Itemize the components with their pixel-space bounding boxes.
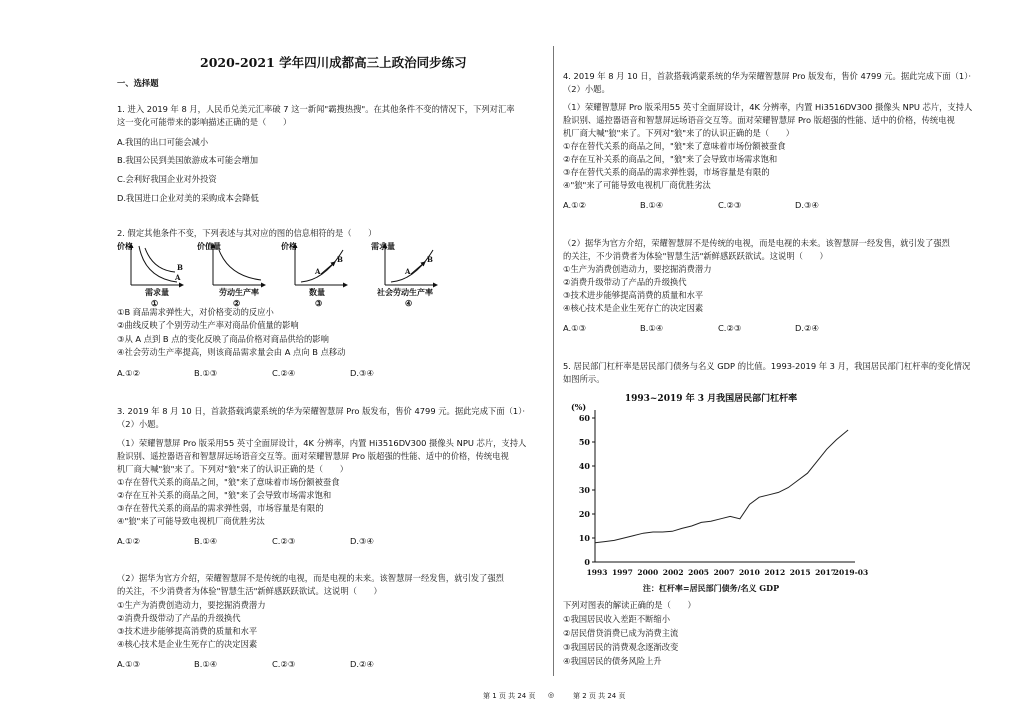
- graph3-ylabel: 价格: [281, 241, 297, 251]
- q4-part1: 机厂商大喊"狼"来了。下列对"狼"来了的认识正确的是（ ）: [563, 128, 794, 138]
- x-tick-label: 2005: [688, 568, 710, 577]
- q4-part2: 的关注，不少消费者为体验"智慧生活"新鲜感跃跃欲试。这说明（ ）: [563, 251, 828, 261]
- q2-statement-4: ④社会劳动生产率提高，则该商品需求量会由 A 点向 B 点移动: [117, 347, 346, 357]
- q4-part1: （1）荣耀智慧屏 Pro 版采用55 英寸全面屏设计，4K 分辨率，内置 Hi3516DV300 摄像头 NPU 芯片，支持人: [563, 102, 973, 112]
- q2-option-c: C.②④: [272, 368, 296, 378]
- q3-option-c: C.②③: [272, 659, 296, 669]
- q4-statement-3: ③存在替代关系的商品的需求弹性弱，市场容量是有限的: [563, 167, 770, 177]
- x-tick-label: 2012: [764, 568, 786, 577]
- graph1-label-a: A: [175, 273, 181, 282]
- x-tick-label: 2002: [662, 568, 684, 577]
- y-tick-label: 10: [578, 533, 590, 543]
- q4-statement-2: ②消费升级带动了产品的升级换代: [563, 277, 687, 287]
- q4-statement-3: ③技术进步能够提高消费的质量和水平: [563, 290, 704, 300]
- graph3-xlabel: 数量: [309, 287, 325, 297]
- q5-statement-3: ③我国居民的消费观念逐渐改变: [563, 642, 679, 652]
- q1-option-c: C.会利好我国企业对外投资: [117, 174, 217, 184]
- q3-option-d: D.②④: [350, 659, 374, 669]
- graph4-ylabel: 需求量: [371, 241, 395, 251]
- q3-statement-3: ③存在替代关系的商品的需求弹性弱，市场容量是有限的: [117, 503, 324, 513]
- graph3-label-b: B: [337, 255, 343, 264]
- q5-stem: 如图所示。: [563, 374, 605, 384]
- y-tick-label: 40: [578, 461, 590, 471]
- q5-question: 下列对图表的解读正确的是（ ）: [563, 600, 696, 610]
- q2-statement-3: ③从 A 点到 B 点的变化反映了商品价格对商品供给的影响: [117, 334, 329, 344]
- chart-ylabel: (%): [571, 402, 587, 412]
- y-tick-label: 60: [578, 413, 590, 423]
- graph3-label-a: A: [315, 267, 321, 276]
- section-heading: 一、选择题: [117, 78, 159, 88]
- q4-statement-1: ①存在替代关系的商品之间，"狼"来了意味着市场份额被蚕食: [563, 141, 786, 151]
- q3-option-d: D.③④: [350, 536, 374, 546]
- q5-stem: 5. 居民部门杠杆率是居民部门债务与名义 GDP 的比值。1993-2019 年 3 月，我国居民部门杠杆率的变化情况: [563, 361, 971, 371]
- q4-option-c: C.②③: [718, 200, 742, 210]
- q3-option-c: C.②③: [272, 536, 296, 546]
- x-tick-label: 2000: [637, 568, 659, 577]
- q1-stem: 1. 进入 2019 年 8 月，人民币兑美元汇率破 7 这一新闻"霸搜热搜"。在其他条件不变的情况下，下列对汇率: [117, 104, 515, 114]
- graph1-xlabel: 需求量: [145, 287, 169, 297]
- q2-option-b: B.①③: [194, 368, 218, 378]
- q4-part2: （2）据华为官方介绍，荣耀智慧屏不是传统的电视，而是电视的未来。该智慧屏一经发售，就引发了强烈: [563, 238, 950, 248]
- x-tick-label: 2010: [738, 568, 760, 577]
- page-number-left: 第 1 页 共 24 页: [483, 692, 536, 700]
- q3-option-a: A.①③: [117, 659, 141, 669]
- q4-option-a: A.①②: [563, 200, 587, 210]
- y-tick-label: 20: [578, 509, 590, 519]
- q3-part1: 脸识别、遥控器语音和智慧屏远场语音交互等。面对荣耀智慧屏 Pro 版超强的性能、适中的价格，传统电视: [117, 451, 509, 461]
- q4-option-b: B.①④: [640, 323, 664, 333]
- graph1-number: ①: [151, 298, 159, 308]
- q3-part2: （2）据华为官方介绍，荣耀智慧屏不是传统的电视，而是电视的未来。该智慧屏一经发售，就引发了强烈: [117, 573, 504, 583]
- graph2-ylabel: 价值量: [197, 241, 221, 251]
- q4-stem: （2）小题。: [563, 84, 610, 94]
- q1-stem: 这一变化可能带来的影响描述正确的是（ ）: [117, 117, 292, 127]
- y-tick-label: 0: [584, 557, 590, 567]
- q3-statement-1: ①存在替代关系的商品之间，"狼"来了意味着市场份额被蚕食: [117, 477, 340, 487]
- q3-part1: （1）荣耀智慧屏 Pro 版采用55 英寸全面屏设计，4K 分辨率，内置 Hi3516DV300 摄像头 NPU 芯片，支持人: [117, 438, 527, 448]
- q4-statement-4: ④核心技术是企业生死存亡的决定因素: [563, 303, 704, 313]
- q3-stem: 3. 2019 年 8 月 10 日，首款搭载鸿蒙系统的华为荣耀智慧屏 Pro 版发布，售价 4799 元。据此完成下面（1）·: [117, 406, 525, 416]
- graph4-xlabel: 社会劳动生产率: [377, 287, 433, 297]
- graph4-number: ④: [405, 298, 413, 308]
- page-number-right: 第 2 页 共 24 页: [573, 692, 626, 700]
- q3-part1: 机厂商大喊"狼"来了。下列对"狼"来了的认识正确的是（ ）: [117, 464, 348, 474]
- leverage-line-chart: [563, 388, 869, 598]
- q3-statement-2: ②存在互补关系的商品之间，"狼"来了会导致市场需求饱和: [117, 490, 332, 500]
- q3-option-a: A.①②: [117, 536, 141, 546]
- graph1-label-b: B: [177, 263, 183, 272]
- q2-option-d: D.③④: [350, 368, 374, 378]
- x-tick-label: 1997: [611, 568, 633, 577]
- graph4-label-a: A: [405, 267, 411, 276]
- q4-option-b: B.①④: [640, 200, 664, 210]
- q4-statement-4: ④"狼"来了可能导致电视机厂商优胜劣汰: [563, 180, 711, 190]
- q2-statement-1: ①B 商品需求弹性大，对价格变动的反应小: [117, 307, 274, 317]
- q3-option-b: B.①④: [194, 536, 218, 546]
- graph4-label-b: B: [427, 255, 433, 264]
- q3-statement-3: ③技术进步能够提高消费的质量和水平: [117, 626, 258, 636]
- q4-statement-1: ①生产为消费创造动力，要挖掘消费潜力: [563, 264, 712, 274]
- q5-statement-2: ②居民借贷消费已成为消费主流: [563, 628, 679, 638]
- q3-statement-1: ①生产为消费创造动力，要挖掘消费潜力: [117, 600, 266, 610]
- x-tick-label: 1993: [586, 568, 608, 577]
- x-tick-label: 2017: [815, 568, 837, 577]
- q1-option-d: D.我国进口企业对美的采购成本会降低: [117, 193, 259, 203]
- q4-part1: 脸识别、遥控器语音和智慧屏远场语音交互等。面对荣耀智慧屏 Pro 版超强的性能、适中的价格，传统电视: [563, 115, 955, 125]
- y-tick-label: 50: [578, 437, 590, 447]
- q4-option-d: D.③④: [795, 200, 819, 210]
- x-tick-label: 2015: [789, 568, 811, 577]
- q3-statement-4: ④"狼"来了可能导致电视机厂商优胜劣汰: [117, 516, 265, 526]
- graph3-number: ③: [315, 298, 323, 308]
- q3-statement-2: ②消费升级带动了产品的升级换代: [117, 613, 241, 623]
- column-divider: [553, 46, 554, 676]
- q5-statement-4: ④我国居民的债务风险上升: [563, 656, 662, 666]
- footer-mark: ◎: [548, 691, 555, 699]
- series-line: [595, 430, 848, 543]
- y-tick-label: 30: [578, 485, 590, 495]
- graph2-xlabel: 劳动生产率: [219, 287, 259, 297]
- q4-option-a: A.①③: [563, 323, 587, 333]
- q3-stem: （2）小题。: [117, 419, 164, 429]
- chart-note: 注：杠杆率=居民部门债务/名义 GDP: [642, 583, 780, 593]
- q4-stem: 4. 2019 年 8 月 10 日，首款搭载鸿蒙系统的华为荣耀智慧屏 Pro 版发布，售价 4799 元。据此完成下面（1）·: [563, 71, 971, 81]
- q2-graphs: [115, 240, 465, 310]
- graph2-number: ②: [233, 298, 241, 308]
- q4-option-d: D.②④: [795, 323, 819, 333]
- q4-option-c: C.②③: [718, 323, 742, 333]
- page-title: 2020-2021 学年四川成都高三上政治同步练习: [200, 55, 467, 70]
- q2-option-a: A.①②: [117, 368, 141, 378]
- q2-statement-2: ②曲线反映了个别劳动生产率对商品价值量的影响: [117, 320, 299, 330]
- q3-statement-4: ④核心技术是企业生死存亡的决定因素: [117, 639, 258, 649]
- q1-option-a: A.我国的出口可能会减小: [117, 137, 209, 147]
- x-tick-label: 2007: [713, 568, 735, 577]
- q4-statement-2: ②存在互补关系的商品之间，"狼"来了会导致市场需求饱和: [563, 154, 778, 164]
- graph1-ylabel: 价格: [117, 241, 133, 251]
- q3-part2: 的关注，不少消费者为体验"智慧生活"新鲜感跃跃欲试。这说明（ ）: [117, 586, 382, 596]
- q3-option-b: B.①④: [194, 659, 218, 669]
- x-tick-label: 2019-03: [833, 568, 869, 577]
- q5-statement-1: ①我国居民收入差距不断缩小: [563, 614, 671, 624]
- q1-option-b: B.我国公民到美国旅游成本可能会增加: [117, 155, 259, 165]
- chart-title: 1993~2019 年 3 月我国居民部门杠杆率: [624, 394, 798, 404]
- q2-stem: 2. 假定其他条件不变，下列表述与其对应的图的信息相符的是（ ）: [117, 228, 377, 238]
